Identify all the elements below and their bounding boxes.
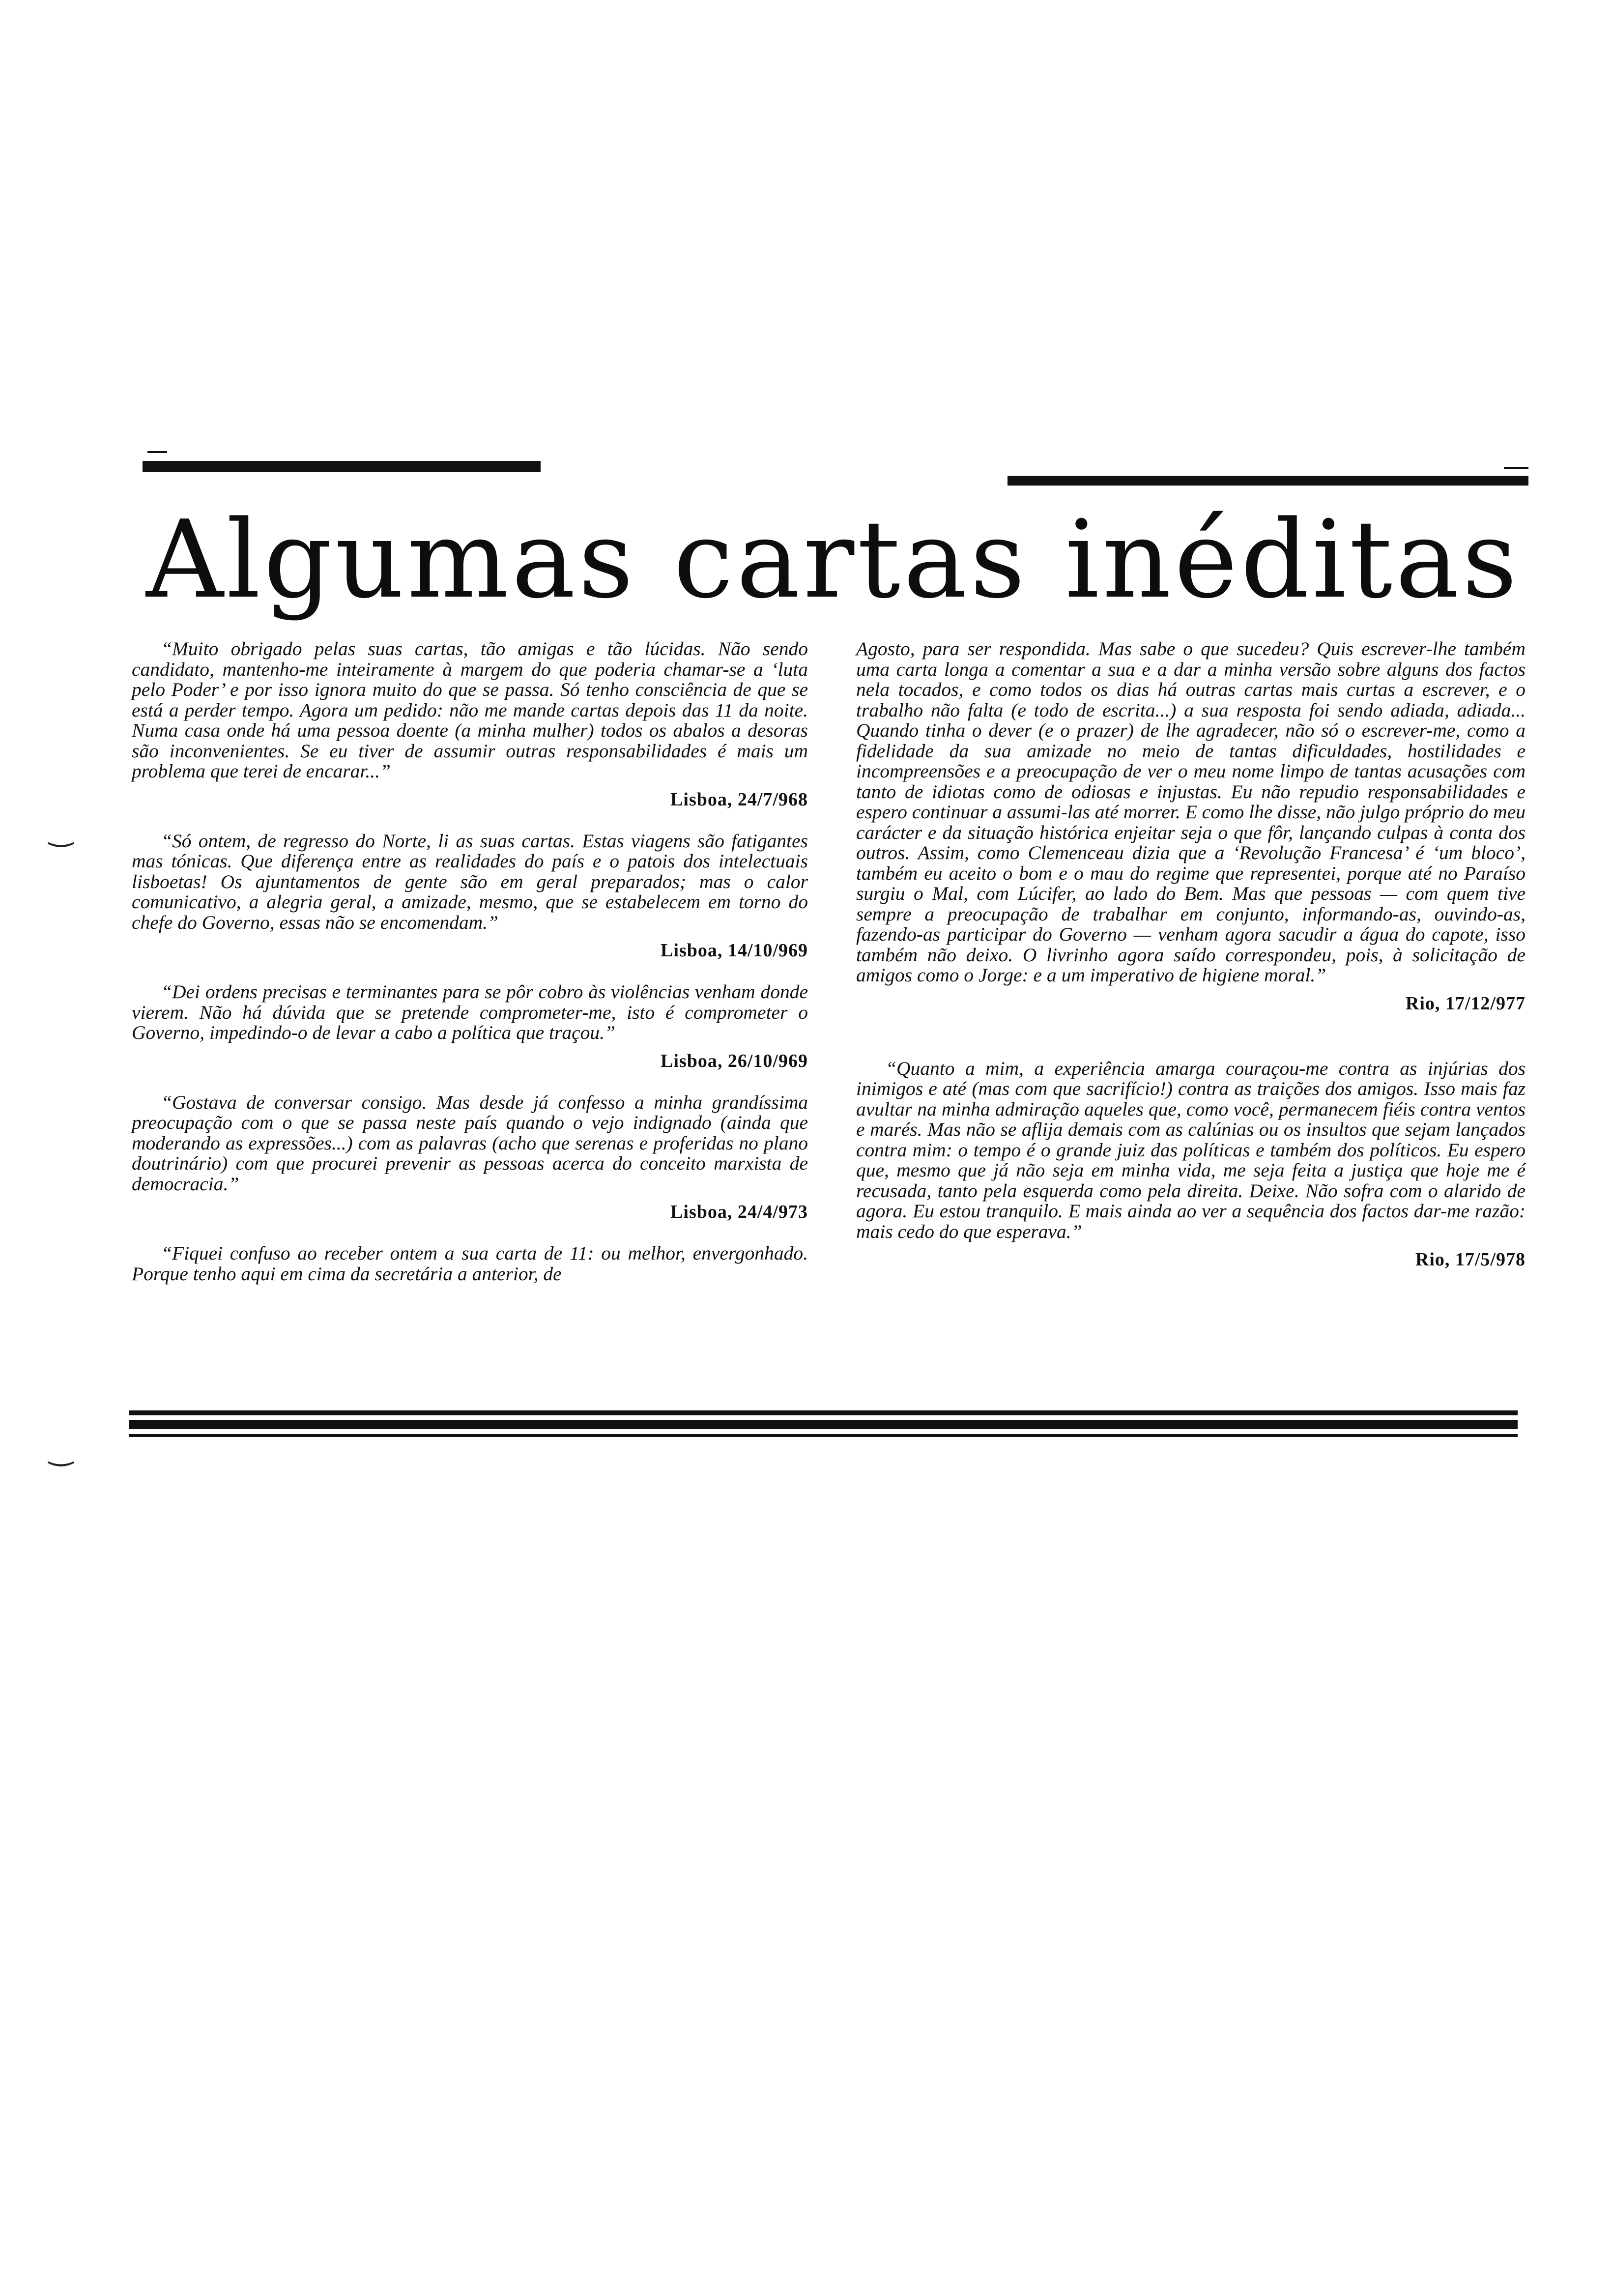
letter-signature: Lisboa, 24/7/968 [670,789,808,810]
footer-rule-2 [129,1420,1518,1429]
letter-2 [132,831,808,962]
footer-rule-3 [129,1434,1518,1437]
letter-signature: Lisboa, 24/4/973 [670,1202,808,1222]
letter-text: “Muito obrigado pelas suas cartas, tão amigas e tão lúcidas. Não sendo candidato, mantenho-me inteiramente à margem do que poderia chamar-se a ‘luta pelo Poder’ e por isso ignora muito do que se passa. Só tenho consciência de que se está a perder tempo. Agora um pedido: não me mande cartas depois das 11 da noite. Numa casa onde há uma pessoa doente (a minha mulher) todos os abalos a desoras são inconvenientes. Se eu tiver de assumir outras responsabilidades é mais um problema que terei de encarar...” [132,638,808,782]
letter-text: Agosto, para ser respondida. Mas sabe o que sucedeu? Quis escrever-lhe também uma carta longa a comentar a sua e a dar a minha versão sobre alguns dos factos nela tocados, e como todos os dias há outras cartas mais curtas a escrever, e o trabalho não falta (e todo de escrita...) a sua resposta foi sendo adiada, adiada... Quando tinha o dever (e o prazer) de lhe agradecer, não só o escrever-me, como a fidelidade da sua amizade no meio de tantas dificuldades, hostilidades e incompreensões e a preocupação de ver o meu nome limpo de tantas acusações com tanto de idiotas como de odiosas e injustas. Eu não repudio responsabilidades e espero continuar a assumi-las até morrer. E como lhe disse, não julgo próprio do meu carácter e da situação histórica enjeitar seja o que fôr, lançando culpas à conta dos outros. Assim, como Clemenceau dizia que a ‘Revolução Francesa’ é ‘um bloco’, também eu aceito o bom e o mau do regime que representei, porque até no Paraíso surgiu o Mal, com Lúcifer, ao lado do Bem. Mas que pessoas — com quem tive sempre a preocupação de trabalhar em conjunto, informando-as, ouvindo-as, fazendo-as participar do Governo — venham agora sacudir a água do capote, isso também não deixo. O livrinho agora saído correspondeu, pois, à solicitação de amigos como o Jorge: e a um imperativo de higiene moral.” [856,638,1526,986]
header-rule-left [143,461,541,472]
header-rule-thin-right [1504,467,1528,469]
article-headline: Algumas cartas inéditas [146,498,1520,622]
letter-signature: Lisboa, 26/10/969 [661,1050,808,1071]
letter-text: “Quanto a mim, a experiência amarga couraçou-me contra as injúrias dos inimigos e até (mas com que sacrifício!) contra as traições dos amigos. Isso mais faz avultar na minha admiração aqueles que, como você, permanecem fiéis contra ventos e marés. Mas não se aflija demais com as calúnias ou os insultos que sejam lançados contra mim: o tempo é o grande juiz das políticas e também dos políticos. Eu espero que, mesmo que já não seja em minha vida, me seja feita a justiça que hoje me é recusada, tanto pela esquerda como pela direita. Deixe. Não sofra com o alarido de agora. Eu estou tranquilo. E mais ainda ao ver a sequência dos factos dar-me razão: mais cedo do que esperava.” [856,1057,1526,1242]
article-column-right [856,639,1526,1270]
letter-signature: Lisboa, 14/10/969 [661,940,808,961]
punch-hole-mark-icon: ‿ [49,813,73,848]
letter-text: “Dei ordens precisas e terminantes para se pôr cobro às violências venham donde vierem. Não há dúvida que se pretende comprometer-me, isto é comprometer o Governo, impedindo-o de levar a cabo a política que traçou.” [132,981,808,1043]
letter-1 [132,639,808,810]
letter-text: “Fiquei confuso ao receber ontem a sua carta de 11: ou melhor, envergonhado. Porque tenho aqui em cima da secretária a anterior, de [132,1242,808,1285]
letter-signature: Rio, 17/5/978 [1415,1249,1526,1270]
letter-6 [856,1059,1526,1271]
punch-hole-mark-icon: ‿ [49,1433,73,1467]
letter-5-continued [856,639,1526,1014]
letter-text: “Só ontem, de regresso do Norte, li as suas cartas. Estas viagens são fatigantes mas tónicas. Que diferença entre as realidades do país e o patois dos intelectuais lisboetas! Os ajuntamentos de gente são em geral preparados; mas o calor comunicativo, a alegria geral, a amizade, mesmo, que se estabelecem em torno do chefe do Governo, essas não se encomendam.” [132,830,808,933]
footer-rule-1 [129,1410,1518,1415]
letter-signature: Rio, 17/12/977 [1405,993,1526,1014]
header-rule-right [1008,476,1528,486]
letter-5 [132,1243,808,1284]
letter-4 [132,1092,808,1223]
letter-text: “Gostava de conversar consigo. Mas desde já confesso a minha grandíssima preocupação com o que se passa neste país quando o vejo indignado (ainda que moderando as expressões...) com as palavras (acho que serenas e proferidas no plano doutrinário) com que procurei prevenir as pessoas acerca do conceito marxista de democracia.” [132,1091,808,1195]
letter-3 [132,982,808,1072]
article-column-left [132,639,808,1284]
header-rule-thin-left [147,451,167,453]
